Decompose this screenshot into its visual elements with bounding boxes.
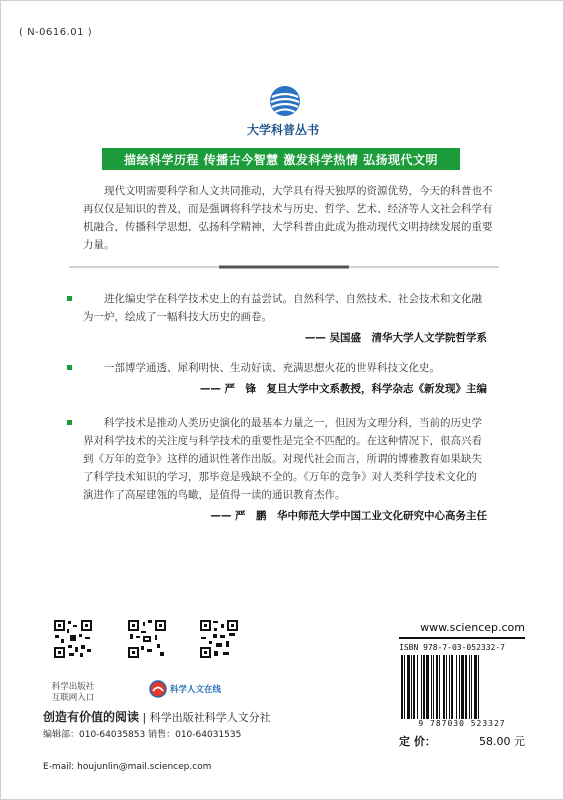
qr-label: 科学出版社 互联网入口	[51, 682, 95, 703]
publisher-logo	[149, 677, 245, 701]
quote-3	[83, 414, 487, 525]
qr-code-icon	[53, 619, 93, 659]
quote-text: 科学技术是推动人类历史演化的最基本力量之一，但因为文理分科，当前的历史学界对科学技术的关注度与科学技术的重要性是完全不匹配的。在这种情况下，很高兴看到《万年的竞争》这样的通识性著作出版。对现代社会而言，所谓的博雅教育如果缺失了科学技术知识的学习，那毕竟是残缺不全的。《万年的竞争》对人类科学技术文化的演进作了高屋建瓴的鸟瞰，是值得一读的通识教育杰作。	[83, 417, 482, 501]
barcode-number: 9 787030 523327	[418, 719, 506, 728]
divider-line	[69, 265, 499, 269]
qr-code-icon	[199, 619, 239, 659]
slogan-banner: 描绘科学历程 传播古今智慧 激发科学热情 弘扬现代文明	[102, 148, 460, 170]
bullet-icon	[67, 365, 72, 370]
quote-attribution: —— 吴国盛 清华大学人文学院哲学系	[304, 332, 487, 344]
price-label: 定 价：	[399, 735, 436, 748]
qr-code-icon	[127, 619, 167, 659]
book-code: ( N-0616.01 )	[19, 27, 93, 38]
publisher-slogan: 创造有价值的阅读 | 科学出版社科学人文分社	[43, 710, 271, 724]
series-title: 大学科普丛书	[246, 123, 319, 137]
quote-attribution: —— 严 锋 复旦大学中文系教授，科学杂志《新发现》主编	[199, 383, 487, 395]
rule-line	[399, 637, 525, 639]
phone-contact: 编辑部：010-64035853 销售：010-64031535	[43, 730, 242, 740]
price	[399, 733, 525, 749]
email-contact: E-mail: houjunlin@mail.sciencep.com	[43, 762, 212, 772]
quote-attribution: —— 严 鹏 华中师范大学中国工业文化研究中心高务主任	[210, 510, 487, 522]
intro-paragraph: 现代文明需要科学和人文共同推动，大学具有得天独厚的资源优势，今天的科普也不再仅仅是知识的普及，而是强调将科学技术与历史、哲学、艺术、经济等人文社会科学有机融合，传播科学思想，弘扬科学精神，大学科普由此成为推动现代文明持续发展的重要力量。	[83, 185, 493, 251]
barcode-icon	[399, 655, 525, 719]
bullet-icon	[67, 420, 72, 425]
price-value: 58.00 元	[479, 735, 525, 748]
website-url: www.sciencep.com	[420, 621, 525, 634]
quote-1	[83, 290, 487, 347]
quote-text: 进化编史学在科学技术史上的有益尝试。自然科学、自然技术、社会技术和文化融为一炉，绘成了一幅科技大历史的画卷。	[83, 293, 482, 323]
publisher-logo-text: 科学人文在线	[170, 685, 222, 695]
quote-text: 一部博学通透、犀利明快、生动好读、充满思想火花的世界科技文化史。	[104, 362, 440, 374]
series-logo-icon	[269, 85, 301, 117]
bullet-icon	[67, 296, 72, 301]
quote-2	[83, 359, 487, 398]
isbn-text: ISBN 978-7-03-052332-7	[399, 643, 505, 652]
publisher-logo-icon	[149, 680, 167, 698]
